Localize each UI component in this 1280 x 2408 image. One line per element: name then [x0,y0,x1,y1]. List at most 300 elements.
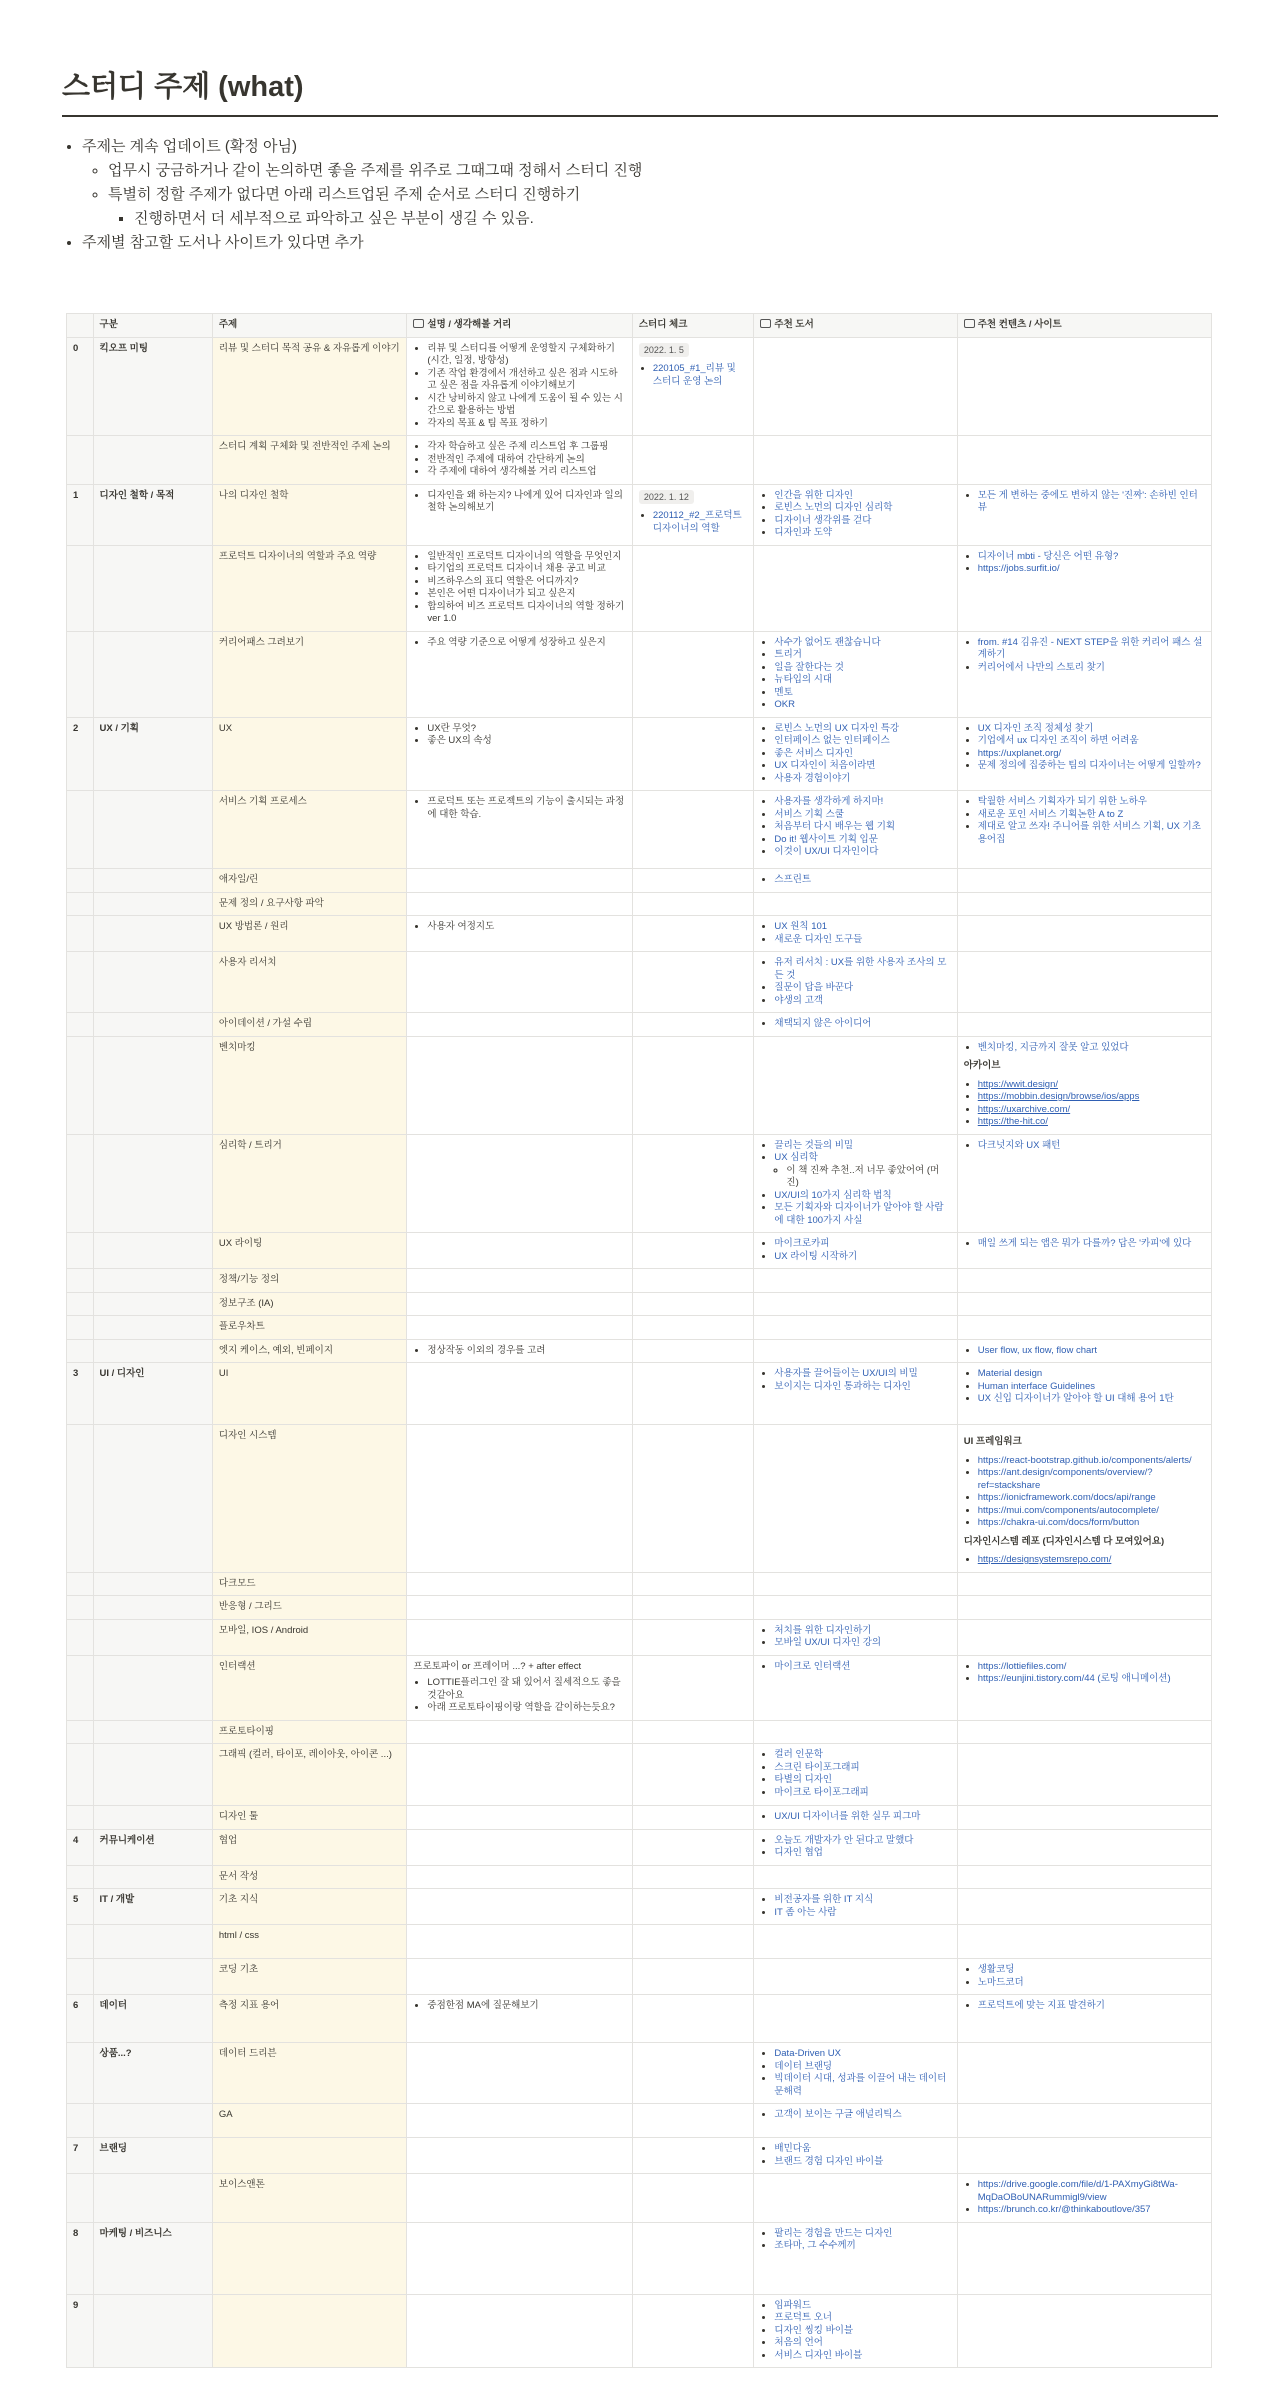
category-cell[interactable] [93,1865,212,1889]
books-cell[interactable] [754,1720,957,1744]
study-check-cell[interactable] [632,545,754,631]
row-index[interactable] [67,2043,94,2104]
description-cell[interactable] [407,631,632,717]
category-cell[interactable] [93,717,212,791]
list-item[interactable] [774,1835,950,1848]
study-check-cell[interactable] [632,1995,754,2043]
list-item[interactable] [774,490,950,503]
category-cell[interactable] [93,1806,212,1830]
row-index[interactable] [67,952,94,1013]
description-cell[interactable] [407,869,632,893]
header-study-check[interactable]: 스터디 체크 [632,314,754,338]
books-cell[interactable] [754,484,957,545]
list-item[interactable] [774,1202,950,1227]
sites-cell[interactable] [957,337,1211,436]
sites-cell[interactable] [957,545,1211,631]
list-item[interactable] [774,2156,950,2169]
list-item[interactable] [774,1625,950,1638]
study-check-cell[interactable] [632,2138,754,2174]
books-cell[interactable] [754,1995,957,2043]
list-item[interactable] [978,1345,1205,1358]
list-item[interactable] [774,2143,950,2156]
study-check-cell[interactable] [632,1233,754,1269]
study-check-cell[interactable] [632,1744,754,1806]
row-index[interactable] [67,484,94,545]
category-cell[interactable] [93,1619,212,1655]
list-item[interactable] [774,796,950,809]
row-index[interactable] [67,1269,94,1293]
row-index[interactable] [67,869,94,893]
list-item[interactable] [774,674,950,687]
sites-cell[interactable] [957,717,1211,791]
topic-cell[interactable] [212,1806,407,1830]
study-check-cell[interactable] [632,916,754,952]
sites-cell[interactable] [957,2104,1211,2138]
books-cell[interactable] [754,916,957,952]
row-index[interactable] [67,1959,94,1995]
topic-cell[interactable] [212,1959,407,1995]
list-item[interactable] [978,796,1205,809]
description-cell[interactable] [407,1619,632,1655]
topic-cell[interactable] [212,869,407,893]
category-cell[interactable] [93,2174,212,2223]
list-item[interactable] [978,563,1205,576]
list-item[interactable] [978,1368,1205,1381]
category-cell[interactable] [93,1829,212,1865]
topic-cell[interactable] [212,1233,407,1269]
description-cell[interactable] [407,545,632,631]
topic-cell[interactable] [212,2043,407,2104]
row-index[interactable] [67,1995,94,2043]
list-item[interactable] [978,2000,1205,2013]
study-check-cell[interactable] [632,1269,754,1293]
category-cell[interactable] [93,916,212,952]
list-item[interactable] [774,1190,950,1203]
list-item[interactable] [774,2300,950,2313]
list-item[interactable] [978,1042,1205,1055]
topic-cell[interactable] [212,1269,407,1293]
study-check-cell[interactable] [632,1959,754,1995]
study-check-cell[interactable] [632,436,754,485]
topic-cell[interactable] [212,1292,407,1316]
list-item[interactable] [978,1238,1205,1251]
description-cell[interactable] [407,1316,632,1340]
books-cell[interactable] [754,1619,957,1655]
list-item[interactable] [774,846,950,859]
study-check-cell[interactable] [632,1865,754,1889]
books-cell[interactable] [754,952,957,1013]
list-item[interactable] [774,995,950,1008]
list-item[interactable] [774,1661,950,1674]
list-item[interactable] [774,1251,950,1264]
list-item[interactable] [774,874,950,887]
row-index[interactable] [67,1363,94,1425]
books-cell[interactable] [754,1363,957,1425]
study-check-cell[interactable] [632,1829,754,1865]
row-index[interactable] [67,1925,94,1959]
books-cell[interactable] [754,1806,957,1830]
sites-cell[interactable] [957,1036,1211,1134]
category-cell[interactable] [93,1720,212,1744]
study-check-cell[interactable] [632,869,754,893]
description-cell[interactable] [407,1889,632,1925]
sites-cell[interactable] [957,436,1211,485]
topic-cell[interactable] [212,791,407,869]
sites-cell[interactable] [957,916,1211,952]
description-cell[interactable] [407,1829,632,1865]
row-index[interactable] [67,1720,94,1744]
study-check-cell[interactable] [632,717,754,791]
list-item[interactable] [774,723,950,736]
sites-cell[interactable] [957,1889,1211,1925]
sites-cell[interactable] [957,631,1211,717]
description-cell[interactable] [407,1865,632,1889]
topic-cell[interactable] [212,717,407,791]
study-check-cell[interactable] [632,337,754,436]
books-cell[interactable] [754,2222,957,2294]
row-index[interactable] [67,1425,94,1573]
list-item[interactable] [774,1894,950,1907]
description-cell[interactable] [407,2174,632,2223]
description-cell[interactable] [407,2138,632,2174]
category-cell[interactable] [93,2294,212,2368]
books-cell[interactable] [754,2174,957,2223]
list-item[interactable] [978,662,1205,675]
description-cell[interactable] [407,717,632,791]
study-check-cell[interactable] [632,1889,754,1925]
sites-cell[interactable] [957,1959,1211,1995]
sites-cell[interactable] [957,1596,1211,1620]
list-item[interactable] [774,502,950,515]
list-item[interactable] [978,1505,1205,1518]
list-item[interactable] [774,1018,950,1031]
description-cell[interactable] [407,2222,632,2294]
sites-cell[interactable] [957,1572,1211,1596]
sites-cell[interactable] [957,2294,1211,2368]
description-cell[interactable] [407,1925,632,1959]
topic-cell[interactable] [212,1720,407,1744]
row-index[interactable] [67,1339,94,1363]
books-cell[interactable] [754,1233,957,1269]
header-description[interactable] [407,314,632,338]
sites-cell[interactable] [957,1925,1211,1959]
books-cell[interactable] [754,791,957,869]
list-item[interactable] [774,2228,950,2241]
list-item[interactable] [774,1811,950,1824]
sites-cell[interactable] [957,1013,1211,1037]
row-index[interactable] [67,2138,94,2174]
list-item[interactable] [774,821,950,834]
category-cell[interactable] [93,869,212,893]
list-item[interactable] [978,490,1205,515]
list-item[interactable] [774,1749,950,1762]
list-item[interactable] [774,1368,950,1381]
study-check-cell[interactable] [632,892,754,916]
study-check-cell[interactable] [632,2174,754,2223]
study-check-cell[interactable] [632,2294,754,2368]
category-cell[interactable] [93,892,212,916]
row-index[interactable] [67,1572,94,1596]
list-item[interactable] [978,1140,1205,1153]
description-cell[interactable] [407,1806,632,1830]
row-index[interactable] [67,1134,94,1233]
study-check-cell[interactable] [632,2222,754,2294]
topic-cell[interactable] [212,2222,407,2294]
header-sites[interactable] [957,314,1211,338]
category-cell[interactable] [93,1959,212,1995]
books-cell[interactable] [754,1865,957,1889]
study-check-cell[interactable] [632,952,754,1013]
study-check-cell[interactable] [632,1425,754,1573]
topic-cell[interactable] [212,916,407,952]
list-item[interactable] [978,1455,1205,1468]
list-item[interactable] [978,723,1205,736]
category-cell[interactable] [93,1013,212,1037]
study-check-cell[interactable] [632,1339,754,1363]
sites-cell[interactable] [957,1425,1211,1573]
books-cell[interactable] [754,1316,957,1340]
list-item[interactable] [774,773,950,786]
category-cell[interactable] [93,545,212,631]
list-item[interactable] [978,1381,1205,1394]
sites-cell[interactable] [957,2174,1211,2223]
topic-cell[interactable] [212,1316,407,1340]
category-cell[interactable] [93,1292,212,1316]
category-cell[interactable] [93,484,212,545]
list-item[interactable] [774,662,950,675]
books-cell[interactable] [754,1829,957,1865]
list-item[interactable] [774,699,950,712]
list-item[interactable] [774,1238,950,1251]
list-item[interactable] [978,1517,1205,1530]
description-cell[interactable] [407,484,632,545]
list-item[interactable] [978,1393,1205,1406]
description-cell[interactable] [407,1572,632,1596]
topic-cell[interactable] [212,1339,407,1363]
description-cell[interactable] [407,2294,632,2368]
header-topic[interactable]: 주제 [212,314,407,338]
row-index[interactable] [67,2174,94,2223]
list-item[interactable] [978,1964,1205,1977]
study-check-cell[interactable] [632,1925,754,1959]
list-item[interactable] [774,1140,950,1153]
category-cell[interactable] [93,631,212,717]
sites-cell[interactable] [957,1655,1211,1720]
category-cell[interactable] [93,436,212,485]
sites-cell[interactable] [957,869,1211,893]
topic-cell[interactable] [212,1619,407,1655]
list-item[interactable] [774,2350,950,2363]
topic-cell[interactable] [212,1036,407,1134]
books-cell[interactable] [754,337,957,436]
list-item[interactable] [774,1907,950,1920]
category-cell[interactable] [93,2104,212,2138]
sites-cell[interactable] [957,1316,1211,1340]
study-check-cell[interactable] [632,1134,754,1233]
row-index[interactable] [67,1744,94,1806]
row-index[interactable] [67,1233,94,1269]
list-item[interactable] [774,921,950,934]
description-cell[interactable] [407,1720,632,1744]
books-cell[interactable] [754,1269,957,1293]
topic-cell[interactable] [212,2174,407,2223]
list-item[interactable] [978,2204,1205,2217]
category-cell[interactable] [93,1233,212,1269]
description-cell[interactable] [407,1134,632,1233]
description-cell[interactable] [407,436,632,485]
list-item[interactable] [774,735,950,748]
study-check-cell[interactable] [632,1572,754,1596]
description-cell[interactable] [407,791,632,869]
topic-cell[interactable] [212,1596,407,1620]
list-item[interactable] [774,527,950,540]
topic-cell[interactable] [212,1134,407,1233]
books-cell[interactable] [754,1339,957,1363]
study-check-cell[interactable] [632,791,754,869]
sites-cell[interactable] [957,1233,1211,1269]
description-cell[interactable] [407,1292,632,1316]
category-cell[interactable] [93,791,212,869]
books-cell[interactable] [754,1959,957,1995]
books-cell[interactable] [754,1572,957,1596]
list-item[interactable] [774,2240,950,2253]
description-cell[interactable] [407,1995,632,2043]
description-cell[interactable] [407,1013,632,1037]
list-item[interactable] [774,809,950,822]
list-item[interactable] [774,2048,950,2061]
books-cell[interactable] [754,1292,957,1316]
study-check-cell[interactable] [632,1036,754,1134]
topic-cell[interactable] [212,1744,407,1806]
description-cell[interactable] [407,1233,632,1269]
sites-cell[interactable] [957,2222,1211,2294]
topic-cell[interactable] [212,1655,407,1720]
row-index[interactable] [67,1013,94,1037]
list-item[interactable] [978,1116,1205,1129]
description-cell[interactable] [407,1959,632,1995]
list-item[interactable] [978,637,1205,662]
books-cell[interactable] [754,545,957,631]
books-cell[interactable] [754,2294,957,2368]
category-cell[interactable] [93,1269,212,1293]
category-cell[interactable] [93,1995,212,2043]
topic-cell[interactable] [212,2104,407,2138]
list-item[interactable] [774,2325,950,2338]
topic-cell[interactable] [212,1363,407,1425]
sites-cell[interactable] [957,892,1211,916]
study-check-cell[interactable] [632,1363,754,1425]
description-cell[interactable] [407,892,632,916]
books-cell[interactable] [754,2138,957,2174]
list-item[interactable] [774,834,950,847]
study-check-cell[interactable] [632,1292,754,1316]
description-cell[interactable] [407,1036,632,1134]
row-index[interactable] [67,916,94,952]
row-index[interactable] [67,2104,94,2138]
list-item[interactable] [774,982,950,995]
list-item[interactable] [774,1762,950,1775]
topic-cell[interactable] [212,1425,407,1573]
row-index[interactable] [67,436,94,485]
topic-cell[interactable] [212,1572,407,1596]
category-cell[interactable] [93,337,212,436]
books-cell[interactable] [754,2043,957,2104]
books-cell[interactable] [754,1655,957,1720]
list-item[interactable] [774,1637,950,1650]
sites-cell[interactable] [957,791,1211,869]
description-cell[interactable] [407,916,632,952]
list-item[interactable] [774,934,950,947]
list-item[interactable] [978,760,1205,773]
row-index[interactable] [67,631,94,717]
list-item[interactable] [978,2179,1205,2204]
list-item[interactable] [774,760,950,773]
list-item[interactable] [774,748,950,761]
sites-cell[interactable] [957,1806,1211,1830]
row-index[interactable] [67,1889,94,1925]
sites-cell[interactable] [957,1829,1211,1865]
sites-cell[interactable] [957,1269,1211,1293]
description-cell[interactable] [407,1425,632,1573]
list-item[interactable] [978,1661,1205,1674]
row-index[interactable] [67,2222,94,2294]
list-item[interactable] [774,957,950,982]
list-item[interactable] [774,2109,950,2122]
topic-cell[interactable] [212,337,407,436]
category-cell[interactable] [93,2138,212,2174]
list-item[interactable] [978,1492,1205,1505]
list-item[interactable] [774,687,950,700]
category-cell[interactable] [93,1596,212,1620]
row-index[interactable] [67,1596,94,1620]
books-cell[interactable] [754,1596,957,1620]
books-cell[interactable] [754,2104,957,2138]
sites-cell[interactable] [957,484,1211,545]
topic-cell[interactable] [212,436,407,485]
study-check-cell[interactable] [632,2043,754,2104]
category-cell[interactable] [93,1572,212,1596]
topic-cell[interactable] [212,952,407,1013]
topic-cell[interactable] [212,1995,407,2043]
row-index[interactable] [67,1316,94,1340]
category-cell[interactable] [93,1425,212,1573]
list-item[interactable] [978,1091,1205,1104]
category-cell[interactable] [93,1744,212,1806]
row-index[interactable] [67,1865,94,1889]
books-cell[interactable] [754,1013,957,1037]
list-item[interactable] [978,1977,1205,1990]
description-cell[interactable] [407,1339,632,1363]
list-item[interactable] [774,2312,950,2325]
study-check-cell[interactable] [632,1806,754,1830]
description-cell[interactable] [407,2043,632,2104]
sites-cell[interactable] [957,1619,1211,1655]
description-cell[interactable] [407,1363,632,1425]
list-item[interactable] [978,735,1205,748]
topic-cell[interactable] [212,631,407,717]
sites-cell[interactable] [957,1363,1211,1425]
study-check-cell[interactable] [632,1720,754,1744]
sites-cell[interactable] [957,1995,1211,2043]
books-cell[interactable] [754,1889,957,1925]
description-cell[interactable] [407,337,632,436]
list-item[interactable] [978,551,1205,564]
study-check-cell[interactable] [632,1655,754,1720]
description-cell[interactable] [407,1655,632,1720]
books-cell[interactable] [754,869,957,893]
books-cell[interactable] [754,436,957,485]
category-cell[interactable] [93,1889,212,1925]
